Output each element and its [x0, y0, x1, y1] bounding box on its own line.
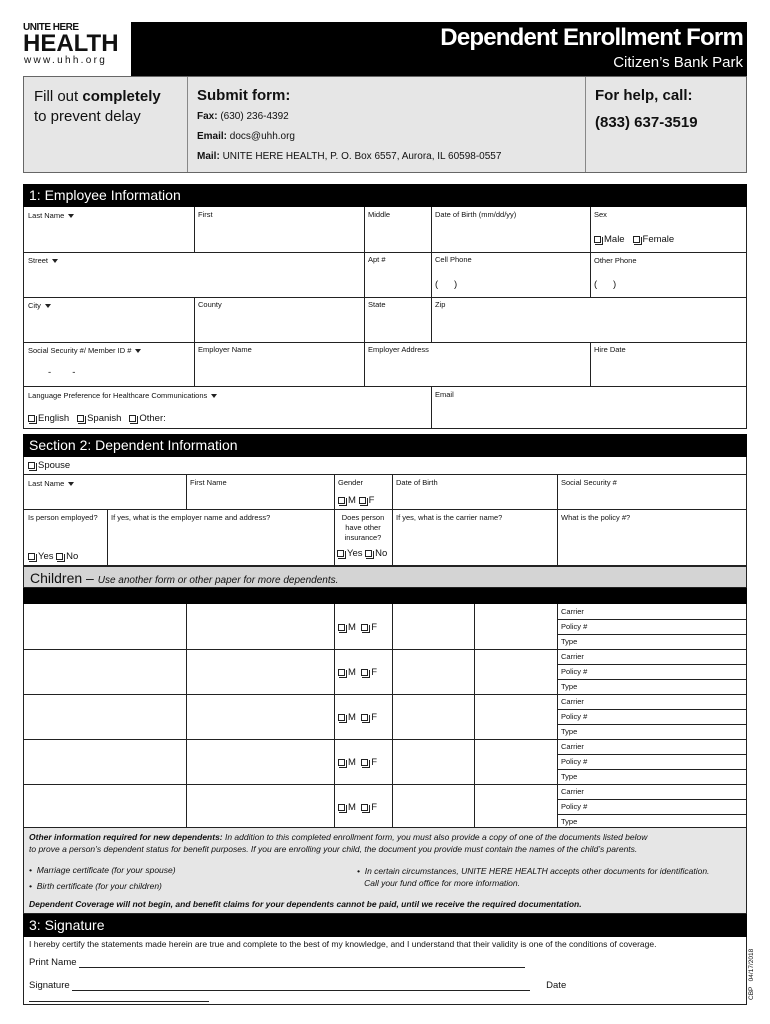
cell-phone-label: Cell Phone [435, 255, 472, 264]
help-phone: (833) 637-3519 [595, 114, 698, 131]
other-phone-label: Other Phone [594, 256, 637, 265]
insurance-options[interactable]: Yes No [337, 548, 387, 559]
f-checkbox[interactable] [361, 804, 368, 811]
dep-dob-label: Date of Birth [396, 478, 438, 487]
section2-header: Section 2: Dependent Information [23, 434, 747, 457]
carrier-label: Carrier [561, 652, 584, 661]
type-label: Type [561, 772, 578, 781]
child-gender-options[interactable]: M F [338, 667, 377, 678]
f-checkbox[interactable] [361, 714, 368, 721]
fax-line: Fax: (630) 236-4392 [197, 111, 289, 122]
date-line[interactable] [29, 992, 209, 1002]
section3-header: 3: Signature [23, 914, 747, 937]
logo [23, 22, 131, 76]
children-bar [23, 588, 747, 604]
form-subtitle: Citizen’s Bank Park [613, 54, 743, 71]
notes-intro: Other information required for new dependents: In addition to this completed enrollment form, you must also provide a copy of one of the documents listed below to prove a person’s dependent status for benefit purposes. If you are enrolling your child, the document you provide must contain the names of the child’s parents. [29, 832, 648, 854]
female-checkbox[interactable] [633, 236, 640, 243]
m-checkbox[interactable] [338, 759, 345, 766]
mail-line: Mail: UNITE HERE HEALTH, P. O. Box 6557, Aurora, IL 60598-0557 [197, 151, 502, 162]
fill-out-note: Fill out completely to prevent delay [34, 88, 161, 125]
policy-label: Policy # [561, 712, 588, 721]
last-name-label: Last Name [28, 211, 74, 220]
logo-top-text: UNITE HERE [23, 22, 79, 33]
apt-label: Apt # [368, 255, 386, 264]
type-label: Type [561, 682, 578, 691]
logo-url: www.uhh.org [24, 55, 108, 66]
m-checkbox[interactable] [338, 669, 345, 676]
dep-last-name-label: Last Name [28, 479, 74, 488]
header-black-bar [131, 22, 747, 76]
sex-label: Sex [594, 210, 607, 219]
m-checkbox[interactable] [338, 497, 345, 504]
form-title: Dependent Enrollment Form [440, 24, 743, 51]
carrier-label: Carrier [561, 697, 584, 706]
f-checkbox[interactable] [361, 624, 368, 631]
submit-title: Submit form: [197, 87, 291, 104]
coverage-warning: Dependent Coverage will not begin, and benefit claims for your dependents cannot be paid, until we receive the required documentation. [29, 899, 582, 909]
m-checkbox[interactable] [338, 624, 345, 631]
other-insurance-label: Does person have other insurance? [341, 513, 385, 542]
dep-gender-label: Gender [338, 478, 364, 487]
male-checkbox[interactable] [594, 236, 601, 243]
type-label: Type [561, 727, 578, 736]
dep-ssn-label: Social Security # [561, 478, 617, 487]
certification-text: I hereby certify the statements made herein are true and complete to the best of my knowledge, and I understand that their validity is one of the conditions of coverage. [29, 939, 657, 949]
spanish-checkbox[interactable] [77, 415, 84, 422]
children-table [23, 604, 747, 828]
m-checkbox[interactable] [338, 804, 345, 811]
logo-main-text: HEALTH [23, 30, 119, 57]
employer-question-label: If yes, what is the employer name and address? [111, 513, 271, 522]
bullet-other-docs: • In certain circumstances, UNITE HERE HEALTH accepts other documents for identification. Call your fund office for more information. [357, 866, 710, 888]
policy-question-label: What is the policy #? [561, 513, 631, 522]
insurance-no-checkbox[interactable] [365, 550, 372, 557]
policy-label: Policy # [561, 667, 588, 676]
ssn-dashes: - - [48, 367, 76, 378]
print-name-row[interactable]: Print Name [29, 957, 525, 968]
child-gender-options[interactable]: M F [338, 712, 377, 723]
other-language-checkbox[interactable] [129, 415, 136, 422]
signature-row[interactable]: Signature Date [29, 980, 746, 1002]
employer-name-label: Employer Name [198, 345, 252, 354]
dep-first-name-label: First Name [190, 478, 227, 487]
carrier-question-label: If yes, what is the carrier name? [396, 513, 503, 522]
state-label: State [368, 300, 386, 309]
children-header: Children – Use another form or other paper for more dependents. [23, 566, 747, 588]
section1-body [23, 207, 747, 429]
employer-address-label: Employer Address [368, 345, 429, 354]
section1-header: 1: Employee Information [23, 184, 747, 207]
section2-body [23, 457, 747, 566]
section3-body [23, 937, 747, 1005]
employed-label: Is person employed? [28, 513, 98, 522]
carrier-label: Carrier [561, 787, 584, 796]
insurance-yes-checkbox[interactable] [337, 550, 344, 557]
child-gender-options[interactable]: M F [338, 757, 377, 768]
policy-label: Policy # [561, 802, 588, 811]
child-gender-options[interactable]: M F [338, 622, 377, 633]
header [23, 22, 747, 76]
cell-area-code: ( ) [435, 279, 458, 290]
type-label: Type [561, 637, 578, 646]
language-options[interactable]: English Spanish Other: [28, 413, 166, 424]
employed-no-checkbox[interactable] [56, 553, 63, 560]
bullet-marriage: • Marriage certificate (for your spouse) [29, 865, 176, 875]
english-checkbox[interactable] [28, 415, 35, 422]
middle-name-label: Middle [368, 210, 391, 219]
m-checkbox[interactable] [338, 714, 345, 721]
f-checkbox[interactable] [361, 759, 368, 766]
info-box [23, 76, 747, 173]
language-label: Language Preference for Healthcare Communications [28, 391, 217, 400]
type-label: Type [561, 817, 578, 826]
form-code: CBP 04/17/2018 [748, 948, 755, 1000]
spouse-option[interactable]: Spouse [28, 460, 70, 471]
sex-options[interactable]: Male Female [594, 234, 674, 245]
bullet-birth: • Birth certificate (for your children) [29, 881, 162, 891]
ssn-label: Social Security #/ Member ID # [28, 346, 141, 355]
child-gender-options[interactable]: M F [338, 802, 377, 813]
spouse-gender-options[interactable]: M F [338, 495, 374, 506]
employed-yes-checkbox[interactable] [28, 553, 35, 560]
hire-date-label: Hire Date [594, 345, 626, 354]
carrier-label: Carrier [561, 607, 584, 616]
spouse-checkbox[interactable] [28, 462, 35, 469]
print-name-line[interactable] [79, 958, 525, 968]
first-name-label: First [198, 210, 213, 219]
f-checkbox[interactable] [359, 497, 366, 504]
zip-label: Zip [435, 300, 446, 309]
email-label: Email [435, 390, 454, 399]
other-area-code: ( ) [594, 279, 617, 290]
policy-label: Policy # [561, 622, 588, 631]
policy-label: Policy # [561, 757, 588, 766]
signature-line[interactable] [72, 981, 530, 991]
notes-box [23, 828, 747, 914]
street-label: Street [28, 256, 58, 265]
f-checkbox[interactable] [361, 669, 368, 676]
county-label: County [198, 300, 222, 309]
carrier-label: Carrier [561, 742, 584, 751]
city-label: City [28, 301, 51, 310]
email-line: Email: docs@uhh.org [197, 131, 295, 142]
dob-label: Date of Birth (mm/dd/yy) [435, 210, 517, 219]
help-title: For help, call: [595, 87, 693, 104]
employed-options[interactable]: Yes No [28, 551, 78, 562]
